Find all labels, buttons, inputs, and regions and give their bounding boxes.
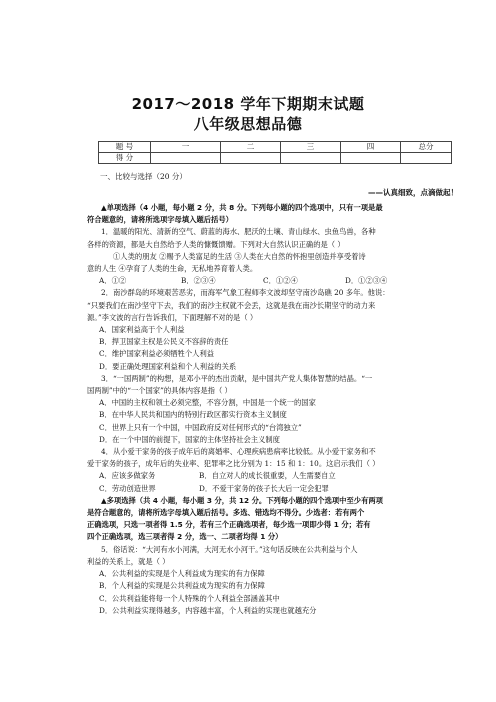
option: C．维护国家利益必须牺牲个人利益 [99, 349, 215, 359]
score-cell: 总分 [401, 142, 452, 153]
score-cell [401, 153, 452, 164]
question-2: 源。”李文波的言行告诉我们，下面理解不对的是（ ） [87, 312, 258, 322]
question-3: 3．“一国两制”的构想，是邓小平的杰出贡献，是中国共产党人集体智慧的结晶。“一 [101, 373, 373, 383]
score-cell [341, 153, 401, 164]
option: D．要正确处理国家利益和个人利益的关系 [99, 361, 237, 371]
score-cell: 二 [221, 142, 281, 153]
score-cell [151, 153, 221, 164]
score-cell: 一 [151, 142, 221, 153]
question-5: 5．俗话说：“大河有水小河满，大河无水小河干。”这句话反映在公共利益与个人 [101, 544, 358, 554]
part1-instructions: 符合题意的，请将所选项字母填入题后括号） [87, 215, 233, 225]
option: B．自立对人的成长很重要，人生需要自立 [199, 471, 336, 481]
section-heading: 一、比较与选择（20 分） [100, 172, 187, 181]
option: A．公共利益的实现是个人利益成为现实的有力保障 [99, 569, 265, 579]
exam-title: 2017～2018 学年下期期末试题 [131, 95, 365, 113]
question-1: 各样的资源，都是大自然给予人类的慷慨馈赠。下列对大自然认识正确的是（ ） [87, 239, 345, 249]
motto: ——认真细致，点滴做起！ [368, 188, 458, 197]
question-4: 4．从小爱干家务的孩子成年后的离婚率、心理疾病患病率比较低。从小爱干家务和不 [101, 447, 376, 457]
question-1-statements: 意的人生 ④孕育了人类的生命，无私地养育着人类。 [87, 264, 258, 274]
score-table-score-row [99, 153, 452, 164]
option: C．公共利益能将每一个人特殊的个人利益全部涵盖其中 [99, 593, 280, 603]
option: D．在一个中国的前提下，国家的主体坚持社会主义制度 [99, 434, 280, 444]
part2-instructions: ▲多项选择（共 4 小题，每小题 3 分，共 12 分。下列每小题的四个选项中至少有两项 [101, 495, 383, 505]
question-4-options [87, 470, 459, 482]
option: D．不爱干家务的孩子长大后一定会犯罪 [199, 483, 329, 493]
part2-instructions: 正确选项，只选一项者得 1.5 分，若有三个正确选项者，每少选一项即少得 1 分；若有 [87, 520, 371, 530]
option: D．公共利益实现得越多，内容越丰富，个人利益的实现也就越充分 [99, 605, 317, 615]
question-1-options [87, 275, 459, 287]
option: B．个人利益的实现是公共利益成为现实的有力保障 [99, 581, 265, 591]
score-cell [281, 153, 341, 164]
part1-instructions: ▲单项选择（4 小题，每小题 2 分，共 8 分。下列每小题的四个选项中，只有一项是最 [101, 203, 383, 212]
question-2: 2．南沙群岛的环境艰苦恶劣，而海军气象工程师李文波却坚守南沙岛礁 20 多年。他说： [101, 288, 390, 298]
score-cell: 四 [341, 142, 401, 153]
question-4: 爱干家务的孩子，成年后的失业率、犯罪率之比分别为 1：15 和 1：10。这启示我们（ ） [87, 459, 380, 469]
option: A．中国的主权和领土必须完整，不容分割，中国是一个统一的国家 [99, 398, 316, 408]
option: B．②③④ [181, 276, 216, 286]
option: C．劳动创造世界 [99, 483, 156, 493]
option: A．①② [99, 276, 127, 286]
score-cell: 得 分 [99, 153, 151, 164]
option: A．国家利益高于个人利益 [99, 325, 185, 335]
part2-instructions: 是符合题意的，请将所选字母填入题后括号。多选、错选均不得分。少选者：若有两个 [87, 508, 365, 518]
option: C．①②④ [263, 276, 298, 286]
question-1-statements: ①人类的朋友 ②赐予人类富足的生活 ③人类在大自然的怀抱里创造并享受着诗 [113, 251, 366, 261]
score-cell [221, 153, 281, 164]
option: B．在中华人民共和国内的特别行政区都实行资本主义制度 [99, 410, 287, 420]
part2-instructions: 四个正确选项，选三项者得 2 分，选一、二项者均得 1 分） [87, 532, 283, 542]
question-1: 1．温暖的阳光、清新的空气、蔚蓝的海水、肥沃的土壤、青山绿水、虫鱼鸟兽，各种 [101, 227, 376, 237]
score-cell: 三 [281, 142, 341, 153]
question-4-options [87, 483, 459, 495]
score-table [98, 141, 452, 164]
question-2: “只要我们在南沙坚守下去，我们的南沙主权就不会丢，这就是我在南沙长期坚守的动力来 [87, 300, 376, 310]
score-table-header-row [99, 142, 452, 153]
option: B．捍卫国家主权是公民义不容辞的责任 [99, 337, 229, 347]
option: A．应该多做家务 [99, 471, 156, 481]
question-3: 国两制”中的“一个国家”的具体内容是指（ ） [87, 386, 232, 396]
question-5: 利益的关系上，就是（ ） [87, 556, 170, 566]
option: D．①②③④ [345, 276, 388, 286]
option: C．世界上只有一个中国，中国政府反对任何形式的“台湾独立” [99, 422, 302, 432]
questions-body [87, 202, 459, 617]
exam-subtitle: 八年级思想品德 [193, 115, 303, 133]
score-cell: 题 号 [99, 142, 151, 153]
